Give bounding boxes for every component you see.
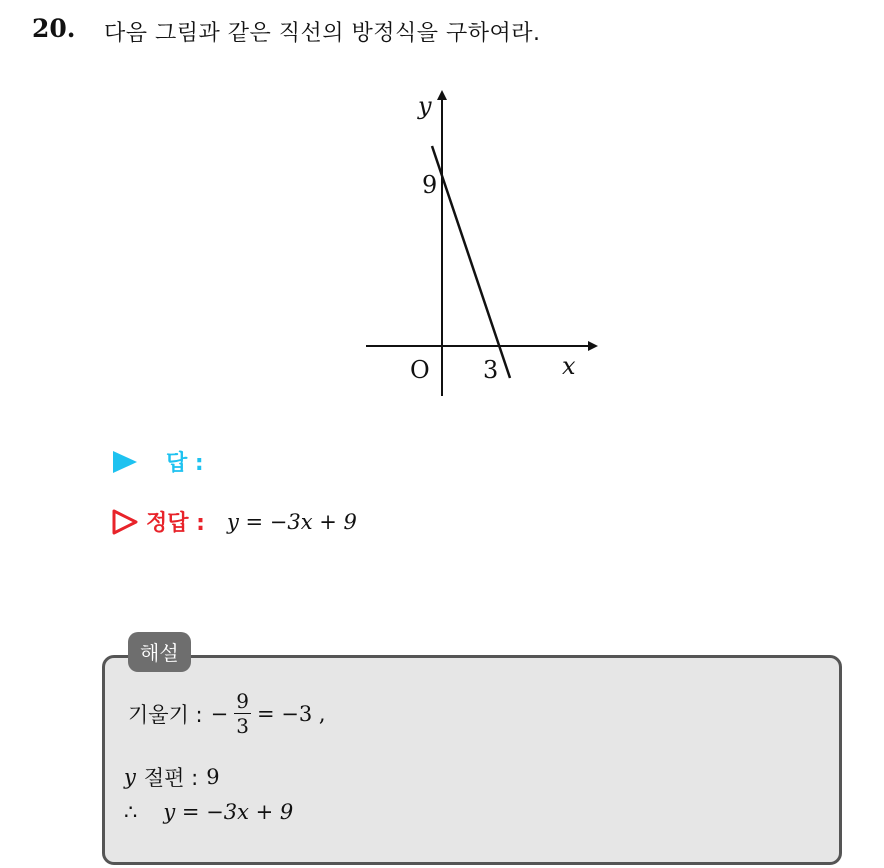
slope-numerator: 9 [236, 689, 249, 713]
slope-result: = −3 , [256, 701, 326, 726]
intercept-line [124, 762, 220, 792]
outline-triangle-icon [112, 509, 138, 535]
intercept-label: 절편 : [143, 766, 199, 790]
explanation-tab: 해설 [128, 632, 191, 672]
question-text: 다음 그림과 같은 직선의 방정식을 구하여라. [104, 21, 541, 46]
x-intercept-label: 3 [483, 356, 499, 384]
correct-answer-label: 정답 : [146, 511, 205, 536]
slope-negative-sign: − [210, 701, 229, 726]
intercept-value: 9 [206, 765, 220, 789]
origin-label: O [410, 356, 430, 384]
intercept-variable: y [124, 765, 136, 789]
explanation-box [102, 655, 842, 865]
correct-answer-row [112, 506, 357, 537]
graph-line [432, 146, 510, 378]
therefore-symbol: ∴ [124, 800, 138, 824]
y-axis-label: y [418, 92, 432, 120]
question-number: 20. [32, 14, 76, 43]
answer-row [112, 446, 204, 477]
slope-label: 기울기 : [128, 702, 203, 727]
conclusion-line [124, 800, 293, 824]
filled-triangle-icon [112, 450, 138, 474]
slope-denominator: 3 [236, 714, 249, 738]
slope-fraction [234, 690, 251, 737]
answer-label: 답 : [166, 451, 204, 476]
line-graph [360, 86, 610, 406]
y-intercept-label: 9 [422, 171, 438, 199]
correct-answer-value: y = −3x + 9 [226, 509, 357, 534]
x-axis-label: x [562, 352, 576, 380]
slope-line [128, 690, 326, 737]
final-equation: y = −3x + 9 [163, 800, 294, 824]
